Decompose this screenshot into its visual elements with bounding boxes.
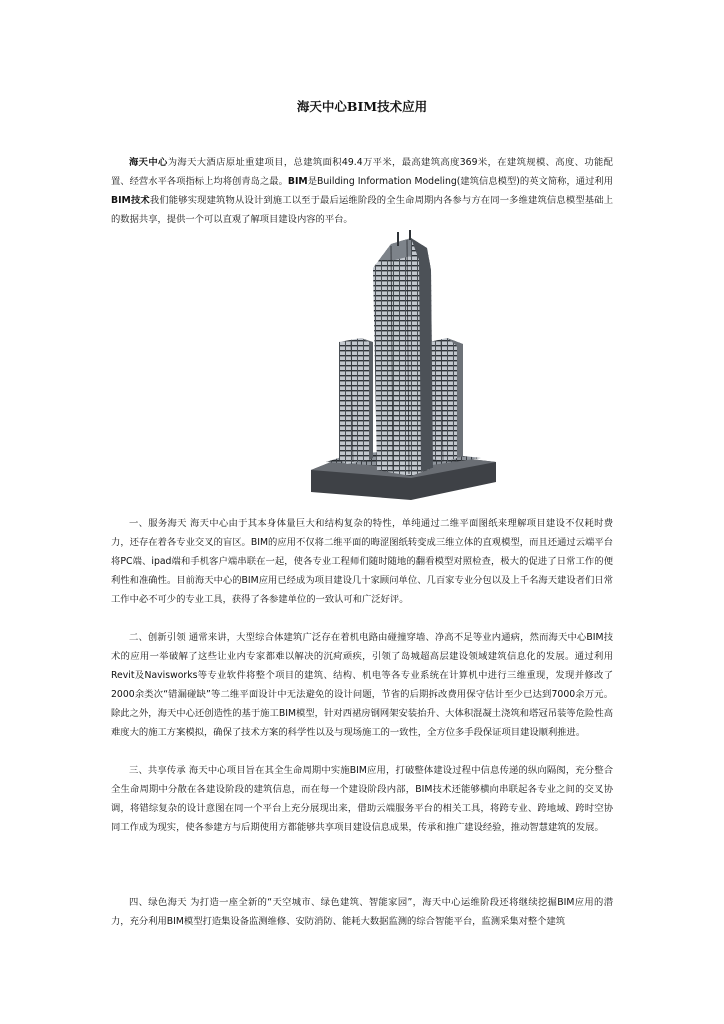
bim-tower-model-image	[111, 230, 613, 504]
paragraph-sharing: 三、共享传承 海天中心项目旨在其全生命周期中实施BIM应用，打破整体建设过程中信息传递的纵向隔阂，充分整合全生命周期中分散在各建设阶段的建筑信息，而在每一个建设阶段内部，BIM技术还能够横向串联起各专业之间的交叉协调，将错综复杂的设计意图在同一个平台上充分展现出来，借助云端服务平台的相关工具，将跨专业、跨地域、跨时空协同工作成为现实，使各参建方与后期使用方都能够共享项目建设信息成果，传承和推广建设经验，推动智慧建筑的发展。	[111, 765, 613, 833]
intro-text-2: 是Building Information Modeling(建筑信息模型)的英文简称，通过利用	[307, 176, 613, 187]
intro-text-3: 我们能够实现建筑物从设计到施工以至于最后运维阶段的全生命周期内各参与方在同一多维建筑信息模型基础上的数据共享，提供一个可以直观了解项目建设内容的平台。	[111, 195, 613, 225]
paragraph-innovation: 二、创新引领 通常来讲，大型综合体建筑广泛存在着机电路由碰撞穿墙、净高不足等业内通病，然而海天中心BIM技术的应用一举破解了这些让业内专家都难以解决的沉疴顽疾，引领了岛城超高层建设领域建筑信息化的发展。通过利用Revit及Navisworks等专业软件将整个项目的建筑、结构、机电等各专业系统在计算机中进行三维重现，发现并修改了2000余类次“错漏碰缺”等二维平面设计中无法避免的设计问题，节省的后期拆改费用保守估计至少已达到7000余万元。除此之外，海天中心还创造性的基于施工BIM模型，针对西裙房钢网架安装抬升、大体积混凝土浇筑和塔冠吊装等危险性高难度大的施工方案模拟，确保了技术方案的科学性以及与现场施工的一致性，全方位多手段保证项目建设顺利推进。	[111, 632, 613, 738]
intro-bold-bimtech: BIM技术	[111, 195, 150, 206]
paragraph-service: 一、服务海天 海天中心由于其本身体量巨大和结构复杂的特性，单纯通过二维平面图纸来理解项目建设不仅耗时费力，还存在着各专业交叉的盲区。BIM的应用不仅将二维平面的晦涩图纸转变成三维立体的直观模型，而且还通过云端平台将PC端、ipad端和手机客户端串联在一起，使各专业工程师们随时随地的翻看模型对照检查，极大的促进了日常工作的便利性和准确性。目前海天中心的BIM应用已经成为项目建设几十家顾问单位、几百家专业分包以及上千名海天建设者们日常工作中必不可少的专业工具，获得了各参建单位的一致认可和广泛好评。	[111, 518, 613, 605]
intro-paragraph	[111, 153, 613, 229]
intro-bold-bim: BIM	[287, 176, 308, 187]
intro-text-1: 为海天大酒店原址重建项目，总建筑面积49.4万平米，最高建筑高度369米，在建筑规模、高度、功能配置、经营水平各项指标上均将创青岛之最。	[111, 157, 613, 187]
intro-bold-name: 海天中心	[129, 157, 168, 168]
document-title: 海天中心BIM技术应用	[296, 99, 428, 114]
paragraph-green: 四、绿色海天 为打造一座全新的“天空城市、绿色建筑、智能家园”，海天中心运维阶段还将继续挖掘BIM应用的潜力，充分利用BIM模型打造集设备监测维修、安防消防、能耗大数据监测的综合智能平台，监测采集对整个建筑	[111, 897, 613, 927]
